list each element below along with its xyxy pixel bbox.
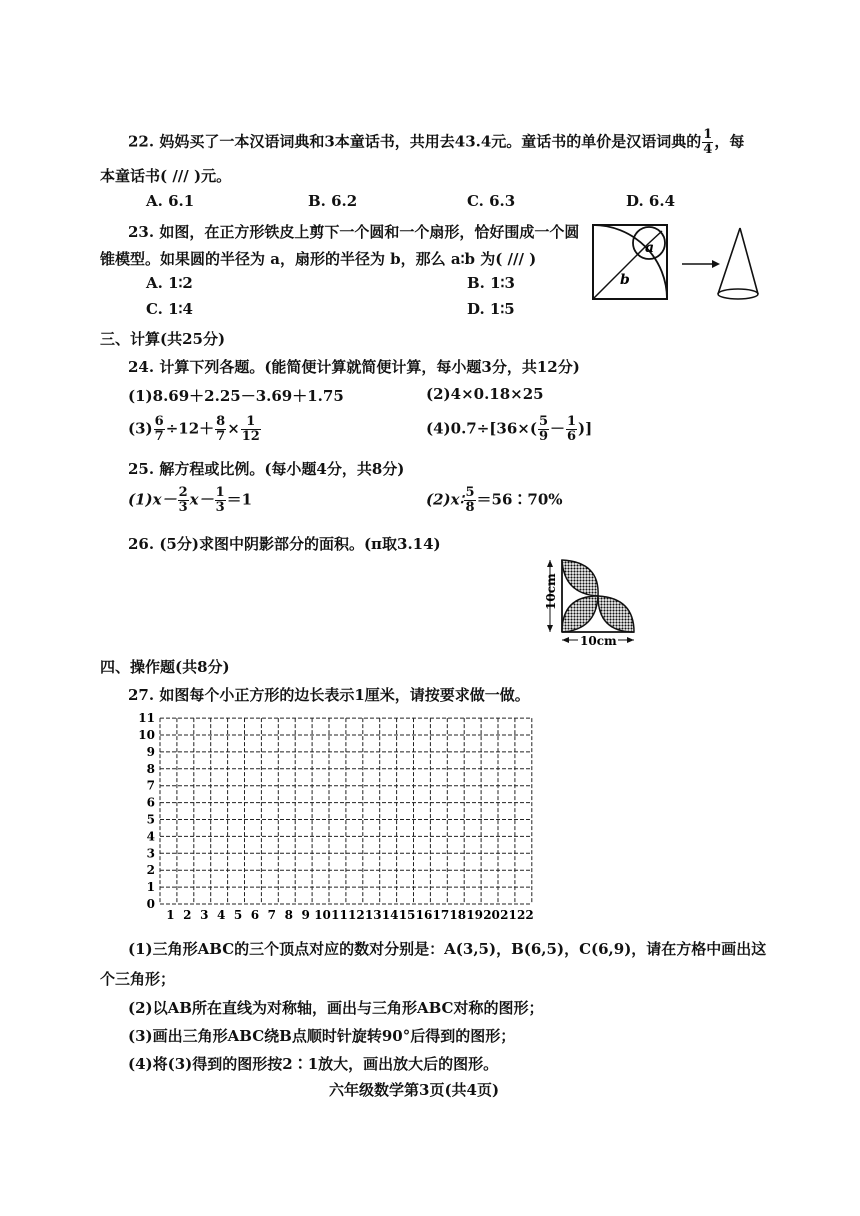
x-tick-label: 12 xyxy=(347,908,365,922)
q25-p1-a: (1)x－ xyxy=(128,490,177,509)
frac-num: 1 xyxy=(241,415,261,430)
frac-num: 5 xyxy=(538,414,548,429)
q25-p1-b: x－ xyxy=(189,490,214,509)
q27-step1-line2: 个三角形； xyxy=(100,970,176,988)
dim-arrow-up-icon xyxy=(547,560,553,567)
q25-part2 xyxy=(426,486,563,515)
q25-p2-frac1 xyxy=(464,486,475,515)
frac-num: 6 xyxy=(154,414,164,429)
q26-title: 26. (5分)求图中阴影部分的面积。(π取3.14) xyxy=(128,535,441,553)
q24-part3 xyxy=(128,415,262,444)
q24-part2: (2)4×0.18×25 xyxy=(426,385,544,403)
cone-sides xyxy=(718,228,758,294)
q27-step3: (3)画出三角形ABC绕B点顺时针旋转90°后得到的图形； xyxy=(128,1027,516,1045)
q23-option-a: A. 1∶2 xyxy=(146,274,193,292)
x-tick-label: 2 xyxy=(183,908,192,922)
q25-title: 25. 解方程或比例。(每小题4分，共8分) xyxy=(128,460,405,478)
y-tick-label: 3 xyxy=(146,846,155,861)
y-tick-label: 5 xyxy=(146,812,155,827)
q23-option-c: C. 1∶4 xyxy=(146,300,193,318)
q26-figure xyxy=(540,552,640,648)
y-tick-label: 2 xyxy=(146,863,155,878)
y-tick-label: 1 xyxy=(146,880,155,895)
shaded-region-lower-left xyxy=(562,596,598,632)
q25-p1-frac2 xyxy=(215,486,226,515)
q23-figure xyxy=(590,222,780,304)
x-tick-label: 14 xyxy=(381,908,399,922)
q24-part3-label: (3) xyxy=(128,419,153,438)
q24-p3-frac1 xyxy=(154,415,165,444)
y-tick-label: 9 xyxy=(146,744,155,759)
q27-grid-figure xyxy=(130,708,550,928)
q27-step1-line1: (1)三角形ABC的三个顶点对应的数对分别是：A(3,5)，B(6,5)，C(6,9)，请在方格中画出这 xyxy=(128,940,767,958)
q23-line2: 锥模型。如果圆的半径为 a，扇形的半径为 b，那么 a∶b 为( /// ) xyxy=(100,250,537,268)
x-tick-label: 13 xyxy=(364,908,382,922)
y-tick-label: 8 xyxy=(146,761,155,776)
frac-num: 5 xyxy=(465,485,475,500)
y-tick-label: 7 xyxy=(146,778,155,793)
q22-option-b: B. 6.2 xyxy=(308,192,358,210)
q22-line1-post: ，每 xyxy=(714,132,745,151)
frac-num: 1 xyxy=(567,414,577,429)
dim-arrow-left-icon xyxy=(562,637,569,643)
q24-p4-frac2 xyxy=(566,415,577,444)
q25-p1-c: ＝1 xyxy=(226,490,253,509)
dim-arrow-right-icon xyxy=(627,637,634,643)
dim-v-label: 10cm xyxy=(544,573,558,610)
q22-frac-den: 4 xyxy=(703,142,713,157)
frac-den: 8 xyxy=(465,500,475,515)
x-tick-label: 3 xyxy=(200,908,209,922)
q24-p3-mid1: ÷12＋ xyxy=(165,419,215,438)
arrow-head-icon xyxy=(712,260,720,268)
q25-part1 xyxy=(128,486,252,515)
q27-step4: (4)将(3)得到的图形按2∶1放大，画出放大后的图形。 xyxy=(128,1055,499,1073)
x-tick-label: 15 xyxy=(398,908,416,922)
cone-base xyxy=(718,289,758,299)
q25-p2-b: ＝56∶70% xyxy=(476,490,563,509)
q22-option-a: A. 6.1 xyxy=(146,192,195,210)
x-tick-label: 1 xyxy=(166,908,175,922)
q27-title: 27. 如图每个小正方形的边长表示1厘米，请按要求做一做。 xyxy=(128,686,530,704)
frac-den: 9 xyxy=(538,429,548,444)
frac-num: 2 xyxy=(178,485,188,500)
x-tick-label: 10 xyxy=(314,908,331,922)
section-3-title: 三、计算(共25分) xyxy=(100,330,226,348)
radius-b-line xyxy=(593,243,649,299)
q27-step2: (2)以AB所在直线为对称轴，画出与三角形ABC对称的图形； xyxy=(128,999,544,1017)
q25-p1-frac1 xyxy=(178,486,189,515)
label-a: a xyxy=(645,240,655,256)
frac-den: 3 xyxy=(215,500,225,515)
shaded-leaf-upper xyxy=(562,560,598,596)
q24-p3-frac2 xyxy=(215,415,226,444)
x-tick-label: 21 xyxy=(500,908,517,922)
dim-arrow-down-icon xyxy=(547,625,553,632)
q22-option-c: C. 6.3 xyxy=(467,192,516,210)
q22-line1-pre: 22. 妈妈买了一本汉语词典和3本童话书，共用去43.4元。童话书的单价是汉语词典的 xyxy=(128,132,702,151)
x-tick-label: 5 xyxy=(233,908,243,922)
x-tick-label: 20 xyxy=(483,908,500,922)
y-axis-labels xyxy=(138,711,155,911)
y-tick-label: 0 xyxy=(146,897,155,911)
x-tick-label: 7 xyxy=(267,908,277,922)
x-tick-label: 19 xyxy=(466,908,484,922)
x-tick-label: 16 xyxy=(415,908,433,922)
q24-p4-mid: － xyxy=(549,419,565,438)
y-tick-label: 10 xyxy=(138,728,155,742)
frac-den: 6 xyxy=(567,429,577,444)
frac-den: 7 xyxy=(154,429,164,444)
q22-line2: 本童话书( /// )元。 xyxy=(100,167,232,185)
q22-option-d: D. 6.4 xyxy=(626,192,676,210)
q24-p4-frac1 xyxy=(538,415,549,444)
frac-num: 1 xyxy=(215,485,225,500)
q24-title: 24. 计算下列各题。(能简便计算就简便计算，每小题3分，共12分) xyxy=(128,358,580,376)
q23-option-d: D. 1∶5 xyxy=(467,300,515,318)
q22-fraction xyxy=(702,128,713,157)
q24-p3-mid2: × xyxy=(227,419,240,438)
dim-h-label: 10cm xyxy=(580,634,617,648)
x-tick-label: 22 xyxy=(516,908,534,922)
y-tick-label: 4 xyxy=(146,829,155,844)
x-tick-label: 11 xyxy=(331,908,348,922)
section-4-title: 四、操作题(共8分) xyxy=(100,658,230,676)
shaded-region-lower-right xyxy=(598,596,634,632)
q22-frac-num: 1 xyxy=(703,127,713,142)
x-tick-label: 17 xyxy=(432,908,450,922)
q24-part1: (1)8.69＋2.25－3.69＋1.75 xyxy=(128,387,344,405)
grid-lines xyxy=(160,718,532,904)
x-tick-label: 4 xyxy=(216,908,226,922)
page-footer: 六年级数学第3页(共4页) xyxy=(329,1081,500,1099)
q24-p4-post: )] xyxy=(578,419,593,438)
q24-p3-frac3 xyxy=(241,415,261,444)
q24-p4-pre: (4)0.7÷[36×( xyxy=(426,419,537,438)
x-tick-label: 6 xyxy=(250,908,260,922)
label-b: b xyxy=(620,272,630,288)
y-tick-label: 6 xyxy=(146,795,155,810)
frac-den: 3 xyxy=(178,500,188,515)
q23-line1: 23. 如图，在正方形铁皮上剪下一个圆和一个扇形，恰好围成一个圆 xyxy=(128,223,580,241)
q23-option-b: B. 1∶3 xyxy=(467,274,515,292)
y-tick-label: 11 xyxy=(138,711,155,726)
frac-den: 7 xyxy=(216,429,226,444)
q24-part4 xyxy=(426,415,592,444)
x-tick-label: 8 xyxy=(284,908,293,922)
x-tick-label: 9 xyxy=(301,908,310,922)
x-axis-labels xyxy=(166,908,533,922)
frac-num: 8 xyxy=(216,414,226,429)
x-tick-label: 18 xyxy=(449,908,467,922)
frac-den: 12 xyxy=(241,429,260,444)
q22-line1 xyxy=(128,128,744,157)
q25-p2-a: (2)x∶ xyxy=(426,490,464,509)
